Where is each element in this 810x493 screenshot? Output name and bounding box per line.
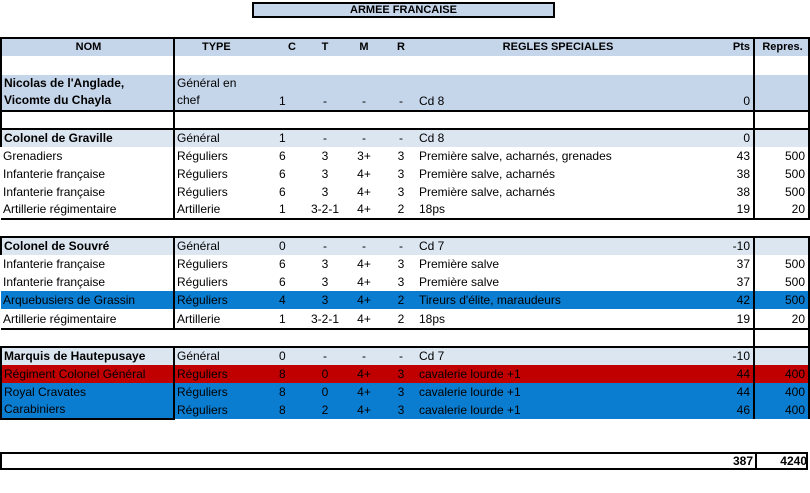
unit-rules: Première salve, acharnés, grenades	[417, 147, 697, 165]
table-row	[1, 237, 809, 255]
unit-pts: 44	[697, 365, 754, 383]
army-table	[0, 37, 810, 420]
unit-rules: Première salve, acharnés	[417, 165, 697, 183]
table-row	[1, 309, 809, 329]
unit-r: 3	[383, 255, 417, 273]
unit-m: 4+	[343, 273, 383, 291]
unit-r: -	[383, 75, 417, 111]
unit-pts: 38	[697, 165, 754, 183]
unit-pts: 37	[697, 255, 754, 273]
unit-m: 4+	[343, 255, 383, 273]
unit-c: 0	[277, 347, 305, 365]
unit-rules: Cd 8	[417, 75, 697, 111]
table-row	[1, 347, 809, 365]
unit-rep: 500	[754, 273, 809, 291]
unit-name: Marquis de Hautepusaye	[1, 347, 174, 365]
unit-rep: 500	[754, 147, 809, 165]
unit-c: 6	[277, 183, 305, 201]
unit-rep: 400	[754, 401, 809, 419]
unit-rules: Cd 8	[417, 129, 697, 147]
unit-type: Réguliers	[174, 383, 277, 401]
unit-pts: -10	[697, 237, 754, 255]
unit-m: -	[343, 347, 383, 365]
unit-rules: Première salve	[417, 255, 697, 273]
unit-m: 4+	[343, 365, 383, 383]
unit-t: 3-2-1	[305, 201, 343, 219]
unit-type: Général	[174, 237, 277, 255]
unit-pts: 37	[697, 273, 754, 291]
unit-rules: 18ps	[417, 201, 697, 219]
unit-r: 3	[383, 383, 417, 401]
unit-r: 2	[383, 201, 417, 219]
unit-m: 4+	[343, 401, 383, 419]
header-type: TYPE	[174, 38, 277, 57]
unit-rep: 20	[754, 201, 809, 219]
table-row	[1, 165, 809, 183]
unit-pts: 38	[697, 183, 754, 201]
header-t: T	[305, 38, 343, 57]
unit-c: 6	[277, 165, 305, 183]
unit-name: Colonel de Souvré	[1, 237, 174, 255]
unit-t: 3-2-1	[305, 309, 343, 329]
unit-r: 3	[383, 183, 417, 201]
unit-c: 4	[277, 291, 305, 309]
unit-rules: cavalerie lourde +1	[417, 383, 697, 401]
unit-r: -	[383, 237, 417, 255]
unit-m: -	[343, 129, 383, 147]
unit-type: Réguliers	[174, 401, 277, 419]
unit-r: 3	[383, 273, 417, 291]
unit-pts: 0	[697, 129, 754, 147]
header-rules: REGLES SPECIALES	[417, 38, 697, 57]
unit-m: 4+	[343, 201, 383, 219]
unit-type: Réguliers	[174, 183, 277, 201]
unit-m: 3+	[343, 147, 383, 165]
unit-type: Réguliers	[174, 165, 277, 183]
unit-name: Grenadiers	[1, 147, 174, 165]
unit-rules: cavalerie lourde +1	[417, 401, 697, 419]
unit-type: Réguliers	[174, 273, 277, 291]
table-row	[1, 255, 809, 273]
unit-c: 0	[277, 237, 305, 255]
unit-pts: 43	[697, 147, 754, 165]
unit-c: 6	[277, 273, 305, 291]
unit-c: 6	[277, 255, 305, 273]
unit-rules: Tireurs d'élite, maraudeurs	[417, 291, 697, 309]
army-title: ARMEE FRANCAISE	[252, 2, 555, 18]
totals-row	[0, 452, 808, 470]
unit-pts: 0	[697, 75, 754, 111]
unit-rep: 500	[754, 255, 809, 273]
table-row	[1, 75, 809, 111]
unit-name: Colonel de Graville	[1, 129, 174, 147]
table-row	[1, 273, 809, 291]
total-rep: 4240	[755, 454, 807, 468]
unit-t: 0	[305, 383, 343, 401]
unit-t: 3	[305, 291, 343, 309]
unit-c: 6	[277, 147, 305, 165]
unit-pts: 42	[697, 291, 754, 309]
unit-t: 2	[305, 401, 343, 419]
table-row	[1, 365, 809, 383]
unit-rules: Cd 7	[417, 237, 697, 255]
unit-type: Réguliers	[174, 291, 277, 309]
unit-type: Réguliers	[174, 255, 277, 273]
unit-t: 3	[305, 183, 343, 201]
unit-rep: 400	[754, 365, 809, 383]
unit-name: Artillerie régimentaire	[1, 309, 174, 329]
unit-type: Général	[174, 129, 277, 147]
unit-r: 3	[383, 401, 417, 419]
unit-r: 2	[383, 291, 417, 309]
unit-t: 3	[305, 255, 343, 273]
unit-c: 8	[277, 401, 305, 419]
unit-t: -	[305, 237, 343, 255]
unit-r: 3	[383, 147, 417, 165]
table-row	[1, 401, 809, 419]
unit-t: -	[305, 347, 343, 365]
unit-rules: 18ps	[417, 309, 697, 329]
table-row	[1, 129, 809, 147]
unit-name: Infanterie française	[1, 165, 174, 183]
unit-m: 4+	[343, 165, 383, 183]
unit-rules: Première salve	[417, 273, 697, 291]
unit-m: 4+	[343, 383, 383, 401]
header-pts: Pts	[697, 38, 754, 57]
unit-rep	[754, 347, 809, 365]
header-nom: NOM	[1, 38, 174, 57]
unit-rep: 500	[754, 183, 809, 201]
unit-rep: 500	[754, 165, 809, 183]
unit-rules: Cd 7	[417, 347, 697, 365]
unit-pts: 19	[697, 309, 754, 329]
unit-type: Général	[174, 347, 277, 365]
unit-r: 2	[383, 309, 417, 329]
unit-c: 8	[277, 383, 305, 401]
unit-name: Infanterie française	[1, 255, 174, 273]
unit-t: 3	[305, 147, 343, 165]
unit-rep	[754, 237, 809, 255]
unit-m: 4+	[343, 183, 383, 201]
unit-name: Infanterie française	[1, 273, 174, 291]
table-row	[1, 183, 809, 201]
header-m: M	[343, 38, 383, 57]
unit-c: 8	[277, 365, 305, 383]
unit-c: 1	[277, 75, 305, 111]
header-c: C	[277, 38, 305, 57]
unit-t: -	[305, 75, 343, 111]
unit-rep: 500	[754, 291, 809, 309]
unit-rules: Première salve, acharnés	[417, 183, 697, 201]
unit-m: 4+	[343, 291, 383, 309]
table-row	[1, 383, 809, 401]
unit-rep: 400	[754, 383, 809, 401]
unit-name: Nicolas de l'Anglade, Vicomte du Chayla	[1, 75, 174, 111]
table-row	[1, 147, 809, 165]
unit-rep	[754, 75, 809, 111]
unit-type: Général en chef	[174, 75, 277, 111]
unit-rep: 20	[754, 309, 809, 329]
unit-type: Réguliers	[174, 147, 277, 165]
unit-t: 3	[305, 273, 343, 291]
header-r: R	[383, 38, 417, 57]
unit-name: Artillerie régimentaire	[1, 201, 174, 219]
unit-m: -	[343, 75, 383, 111]
unit-r: -	[383, 129, 417, 147]
unit-name: Infanterie française	[1, 183, 174, 201]
unit-type: Réguliers	[174, 365, 277, 383]
unit-m: 4+	[343, 309, 383, 329]
table-row	[1, 201, 809, 219]
unit-c: 1	[277, 129, 305, 147]
unit-t: 3	[305, 165, 343, 183]
unit-pts: 46	[697, 401, 754, 419]
unit-rules: cavalerie lourde +1	[417, 365, 697, 383]
unit-pts: 19	[697, 201, 754, 219]
unit-pts: 44	[697, 383, 754, 401]
unit-name: Royal Cravates	[1, 383, 174, 401]
unit-c: 1	[277, 201, 305, 219]
total-pts: 387	[732, 454, 753, 468]
unit-pts: -10	[697, 347, 754, 365]
header-rep: Repres.	[754, 38, 809, 57]
unit-r: -	[383, 347, 417, 365]
unit-name: Régiment Colonel Général	[1, 365, 174, 383]
unit-name: Arquebusiers de Grassin	[1, 291, 174, 309]
unit-rep	[754, 129, 809, 147]
unit-m: -	[343, 237, 383, 255]
unit-r: 3	[383, 365, 417, 383]
unit-r: 3	[383, 165, 417, 183]
unit-t: 0	[305, 365, 343, 383]
unit-t: -	[305, 129, 343, 147]
header-row	[1, 38, 809, 57]
table-row	[1, 291, 809, 309]
unit-type: Artillerie	[174, 309, 277, 329]
unit-c: 1	[277, 309, 305, 329]
unit-type: Artillerie	[174, 201, 277, 219]
unit-name: Carabiniers	[1, 401, 174, 419]
